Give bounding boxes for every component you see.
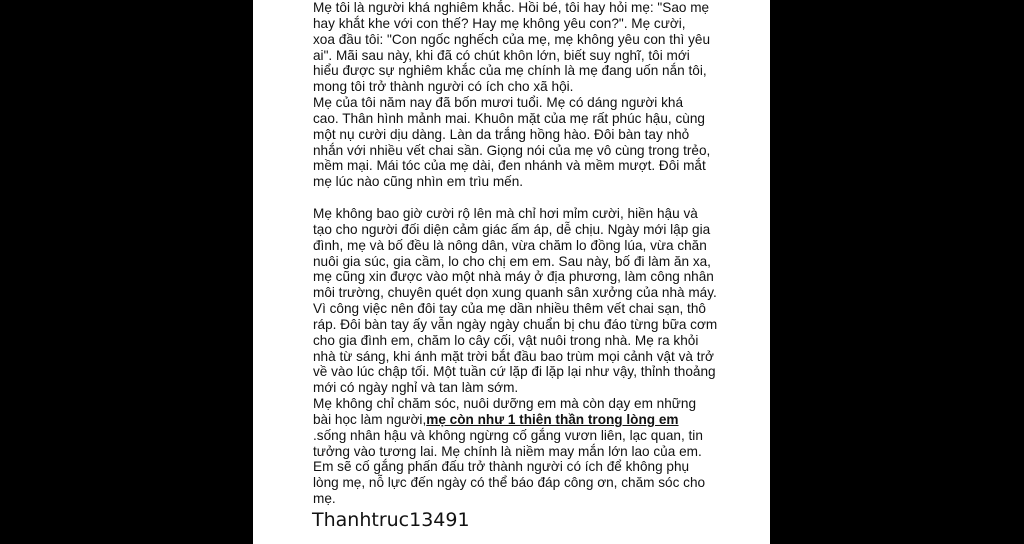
paragraph-gap [313,190,733,206]
text-line: tạo cho người đối diện cảm giác ấm áp, dễ chịu. Ngày mới lập gia [313,221,711,237]
text-line: về vào lúc chập tối. Một tuần cứ lặp đi lặp lại như vậy, thỉnh thoảng [313,364,716,380]
text-line: ai". Mãi sau này, khi đã có chút khôn lớn, biết suy nghĩ, tôi mới [313,47,690,63]
paragraph-3 [313,206,733,396]
text-line: mới có ngày nghỉ và tan làm sớm. [313,380,519,396]
text-line-with-emphasis [313,412,733,428]
text-line: hay khắt khe với con thế? Hay mẹ không yêu con?". Mẹ cười, [313,15,686,31]
text-line: mẹ cũng xin được vào một nhà máy ở địa phương, làm công nhân [313,269,714,285]
text-line: Mẹ không chỉ chăm sóc, nuôi dưỡng em mà còn dạy em những [313,396,697,412]
text-line: nuôi gia súc, gia cầm, lo cho chị em em. Sau này, bố đi làm ăn xa, [313,253,711,269]
text-line: đình, mẹ và bố đều là nông dân, vừa chăm lo đồng lúa, vừa chăn [313,237,707,253]
text-line: Vì công việc nên đôi tay của mẹ dần nhiều thêm vết chai sạn, thô [313,301,706,317]
text-line: Em sẽ cố gắng phấn đấu trở thành người có ích để không phụ [313,459,690,475]
text-line: hiểu được sự nghiêm khắc của mẹ chính là mẹ đang uốn nắn tôi, [313,63,707,79]
emphasized-text: mẹ còn như 1 thiên thần trong lòng em [426,411,679,427]
text-line: tưởng vào tương lai. Mẹ chính là niềm may mắn lớn lao của em. [313,443,702,459]
text-line: mẹ lúc nào cũng nhìn em trìu mến. [313,174,524,190]
author-signature: Thanhtruc13491 [312,509,470,531]
text-line: mong tôi trở thành người có ích cho xã hội. [313,79,574,95]
text-line: xoa đầu tôi: "Con ngốc nghếch của mẹ, mẹ không yêu con thì yêu [313,31,711,47]
document-page [253,0,770,544]
text-line: Mẹ không bao giờ cười rộ lên mà chỉ hơi mỉm cười, hiền hậu và [313,205,698,221]
text-line: Mẹ của tôi năm nay đã bốn mươi tuổi. Mẹ có dáng người khá [313,95,684,111]
text-line: mềm mại. Mái tóc của mẹ dài, đen nhánh và mềm mượt. Đôi mắt [313,158,706,174]
text-line: một nụ cười dịu dàng. Làn da trắng hồng hào. Đôi bàn tay nhỏ [313,126,690,142]
text-line: ráp. Đôi bàn tay ấy vẫn ngày ngày chuẩn bị chu đáo từng bữa cơm [313,316,718,332]
paragraph-2 [313,95,733,190]
text-line: lòng mẹ, nỗ lực đến ngày có thể báo đáp công ơn, chăm sóc cho [313,475,706,491]
paragraph-4 [313,396,733,507]
paragraph-1 [313,0,733,95]
text-line: môi trường, chuyên quét dọn xung quanh sân xưởng của nhà máy. [313,285,717,301]
text-run: bài học làm người, [313,411,427,427]
text-line: cho gia đình em, chăm lo cây cối, vật nuôi trong nhà. Mẹ ra khỏi [313,332,699,348]
text-line: mẹ. [313,491,336,507]
text-line: nhà từ sáng, khi ánh mặt trời bắt đầu bao trùm mọi cảnh vật và trở [313,348,714,364]
text-line: cao. Thân hình mảnh mai. Khuôn mặt của mẹ rất phúc hậu, cùng [313,110,705,126]
essay-text [313,0,733,507]
text-line: .sống nhân hậu và không ngừng cố gắng vươn liên, lạc quan, tin [313,427,703,443]
text-line: nhắn với nhiều vết chai sần. Giọng nói của mẹ vô cùng trong trẻo, [313,142,711,158]
text-line: Mẹ tôi là người khá nghiêm khắc. Hồi bé, tôi hay hỏi mẹ: "Sao mẹ [313,0,710,15]
